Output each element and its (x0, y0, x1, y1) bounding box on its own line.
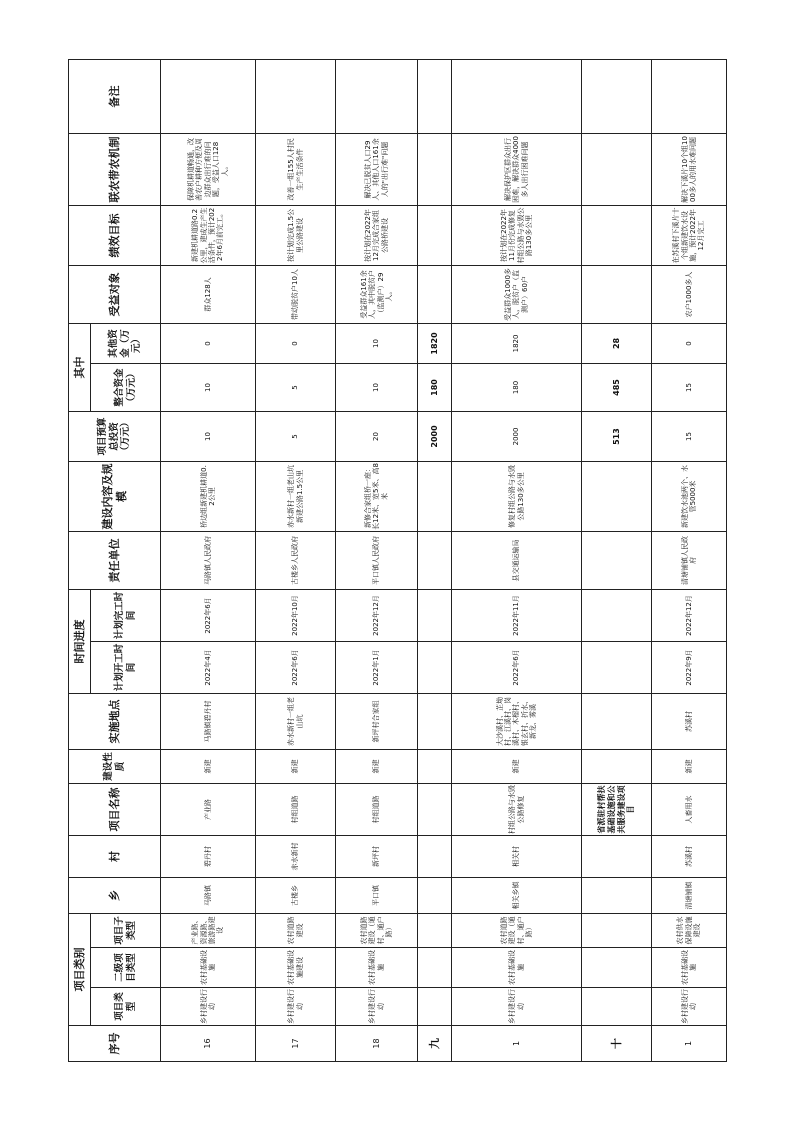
cell-content: 桥边组新建机耕道0.2公里 (160, 461, 255, 531)
header-beneficiary: 受益对象 (68, 265, 160, 323)
table-row (160, 59, 255, 1061)
cell-goal: 在苏溪村下溪片十个组新建饮水设施，预计2022年12月完工 (651, 205, 726, 265)
cell-content: 修复村组公路与水毁公路130多公里 (451, 461, 581, 531)
cell-budget: 5 (255, 411, 335, 461)
cell-nature: 新建 (255, 749, 335, 783)
cell-integrated: 10 (160, 363, 255, 411)
group-seq: 十 (581, 1026, 651, 1062)
cell-beneficiary: 农户1000多人 (651, 265, 726, 323)
table-row (255, 59, 335, 1061)
cell-end: 2022年6月 (160, 589, 255, 641)
cell-unit: 平口镇人民政府 (335, 531, 417, 589)
group-project-name: 省派驻村帮扶基础设施和公共服务建设项目 (581, 783, 651, 835)
cell-integrated: 5 (255, 363, 335, 411)
cell-township: 马路镇 (160, 877, 255, 913)
cell-location: 大沙溪村、芷坳村、江溪村、岗溪村、木榴村、银玄村、折水、新龙、雾溪 (451, 693, 581, 749)
cell-goal: 按计划完成1.5公里公路建设 (255, 205, 335, 265)
cell-remark (451, 59, 581, 133)
cell-seq: 17 (255, 1026, 335, 1062)
group-other: 1820 (417, 323, 451, 363)
cell-cat-type: 乡村建设行动 (255, 988, 335, 1026)
group-budget: 513 (581, 411, 651, 461)
cell-content: 新修合家组桥一座：长12米、宽5米、高8米 (335, 461, 417, 531)
cell-budget: 15 (651, 411, 726, 461)
cell-start: 2022年6月 (255, 641, 335, 693)
cell-seq: 1 (651, 1026, 726, 1062)
header-integrated: 整合资金（万元） (90, 363, 160, 411)
cell-remark (255, 59, 335, 133)
header-category: 项目类别 (68, 913, 90, 1025)
cell-cat-sub: 农村道路建设（通村、通户路） (451, 913, 581, 947)
table-row (451, 59, 581, 1061)
cell-end: 2022年12月 (651, 589, 726, 641)
cell-unit: 清塘铺镇人民政府 (651, 531, 726, 589)
cell-township: 古楼乡 (255, 877, 335, 913)
rotated-table-wrapper (68, 60, 726, 1062)
cell-cat-level2: 农村基础设施建设 (255, 948, 335, 988)
cell-unit: 马路镇人民政府 (160, 531, 255, 589)
cell-other: 0 (160, 323, 255, 363)
header-goal: 绩效目标 (68, 205, 160, 265)
group-integrated: 485 (581, 363, 651, 411)
group-integrated: 180 (417, 363, 451, 411)
group-row (417, 59, 451, 1061)
group-budget: 2000 (417, 411, 451, 461)
cell-cat-level2: 农村基础设施 (451, 948, 581, 988)
cell-township: 平口镇 (335, 877, 417, 913)
cell-location: 苏溪村 (651, 693, 726, 749)
header-cat-level2: 二级项目类型 (90, 948, 160, 988)
cell-village: 相关村 (451, 835, 581, 877)
cell-project-name: 产业路 (160, 783, 255, 835)
cell-other: 0 (255, 323, 335, 363)
cell-budget: 2000 (451, 411, 581, 461)
cell-seq: 1 (451, 1026, 581, 1062)
cell-start: 2022年4月 (160, 641, 255, 693)
header-other: 其他资金（万元） (90, 323, 160, 363)
header-budget: 项目预算总投资（万元） (68, 411, 160, 461)
cell-unit: 县交通运输局 (451, 531, 581, 589)
cell-cat-level2: 农村基础设施 (335, 948, 417, 988)
cell-nature: 新建 (651, 749, 726, 783)
cell-township: 清塘铺镇 (651, 877, 726, 913)
cell-remark (651, 59, 726, 133)
cell-mechanism: 解决保护区群众出行困难，解决群众4000多人出行困难问题 (451, 133, 581, 205)
header-content: 建设内容及规模 (68, 461, 160, 531)
cell-cat-sub: 产业路、资源路、旅游路建设 (160, 913, 255, 947)
header-remark: 备注 (68, 59, 160, 133)
cell-integrated: 15 (651, 363, 726, 411)
cell-seq: 16 (160, 1026, 255, 1062)
group-seq: 九 (417, 1026, 451, 1062)
header-nature: 建设性质 (68, 749, 160, 783)
cell-cat-sub: 农村道路建设（通村、通户路） (335, 913, 417, 947)
cell-other: 0 (651, 323, 726, 363)
header-project-name: 项目名称 (68, 783, 160, 835)
header-seq: 序号 (68, 1026, 160, 1062)
cell-cat-level2: 农村基础设施 (160, 948, 255, 988)
cell-content: 新建饮水池两个、水管5000米 (651, 461, 726, 531)
cell-mechanism: 保障机耕道畅通，改善农户耕种方便及周边群众出行难的问题，受益人口128人。 (160, 133, 255, 205)
cell-end: 2022年12月 (335, 589, 417, 641)
cell-goal: 按计划在2022年11月份完成修复村组公路与水毁公路130多公里 (451, 205, 581, 265)
cell-goal: 按计划在2022年12月完成合家组公路桥建设 (335, 205, 417, 265)
cell-beneficiary: 受益群众1000多人，脱贫户（监测户）60户 (451, 265, 581, 323)
cell-township: 相关乡镇 (451, 877, 581, 913)
cell-cat-type: 乡村建设行动 (451, 988, 581, 1026)
cell-mechanism: 改善一组155人村民生产生活条件 (255, 133, 335, 205)
cell-mechanism: 解决已脱贫人口29人、其他人口161余人的"出行难"问题 (335, 133, 417, 205)
header-village: 村 (68, 835, 160, 877)
group-row (581, 59, 651, 1061)
cell-project-name: 人畜用水 (651, 783, 726, 835)
cell-budget: 10 (160, 411, 255, 461)
cell-nature: 新建 (160, 749, 255, 783)
project-table (68, 59, 727, 1062)
cell-integrated: 10 (335, 363, 417, 411)
cell-remark (335, 59, 417, 133)
cell-location: 马路镇碧丹村 (160, 693, 255, 749)
cell-end: 2022年10月 (255, 589, 335, 641)
cell-start: 2022年6月 (451, 641, 581, 693)
cell-nature: 新建 (335, 749, 417, 783)
cell-goal: 新建机耕道路0.2公里，建成生产生活条件，预计2022年6月前完工。 (160, 205, 255, 265)
header-end: 计划完工时间 (90, 589, 160, 641)
table-row (335, 59, 417, 1061)
header-schedule: 时间进度 (68, 589, 90, 693)
header-start: 计划开工时间 (90, 641, 160, 693)
cell-content: 赤水新村一组老山坑新建公路1.5公里 (255, 461, 335, 531)
cell-beneficiary: 带动脱贫户10人 (255, 265, 335, 323)
cell-mechanism: 解决下溪片10个组1000多人的用水难问题 (651, 133, 726, 205)
header-cat-type: 项目类型 (90, 988, 160, 1026)
header-unit: 责任单位 (68, 531, 160, 589)
cell-seq: 18 (335, 1026, 417, 1062)
cell-cat-sub: 农村道路建设 (255, 913, 335, 947)
cell-other: 1820 (451, 323, 581, 363)
cell-village: 碧丹村 (160, 835, 255, 877)
cell-remark (160, 59, 255, 133)
cell-location: 新坪村合家组 (335, 693, 417, 749)
cell-project-name: 村组道路 (335, 783, 417, 835)
cell-location: 赤水新村一组老山坑 (255, 693, 335, 749)
header-location: 实施地点 (68, 693, 160, 749)
cell-project-name: 村组公路与水毁公路修复 (451, 783, 581, 835)
header-of-which: 其中 (68, 323, 90, 411)
header-township: 乡 (68, 877, 160, 913)
header-mechanism: 联农带农机制 (68, 133, 160, 205)
cell-village: 赤水新村 (255, 835, 335, 877)
cell-unit: 古楼乡人民政府 (255, 531, 335, 589)
cell-integrated: 180 (451, 363, 581, 411)
cell-cat-type: 乡村建设行动 (335, 988, 417, 1026)
cell-village: 新坪村 (335, 835, 417, 877)
cell-cat-level2: 农村基础设施 (651, 948, 726, 988)
cell-end: 2022年11月 (451, 589, 581, 641)
cell-budget: 20 (335, 411, 417, 461)
header-cat-sub: 项目子类型 (90, 913, 160, 947)
cell-cat-type: 乡村建设行动 (651, 988, 726, 1026)
group-other: 28 (581, 323, 651, 363)
cell-nature: 新建 (451, 749, 581, 783)
cell-project-name: 村组道路 (255, 783, 335, 835)
cell-cat-sub: 农村供水保障设施建设 (651, 913, 726, 947)
cell-village: 苏溪村 (651, 835, 726, 877)
cell-beneficiary: 群众128人 (160, 265, 255, 323)
cell-start: 2022年1月 (335, 641, 417, 693)
cell-other: 10 (335, 323, 417, 363)
cell-beneficiary: 受益群众161余人，其中脱贫户（监测户）29人。 (335, 265, 417, 323)
cell-cat-type: 乡村建设行动 (160, 988, 255, 1026)
cell-start: 2022年9月 (651, 641, 726, 693)
table-row (651, 59, 726, 1061)
